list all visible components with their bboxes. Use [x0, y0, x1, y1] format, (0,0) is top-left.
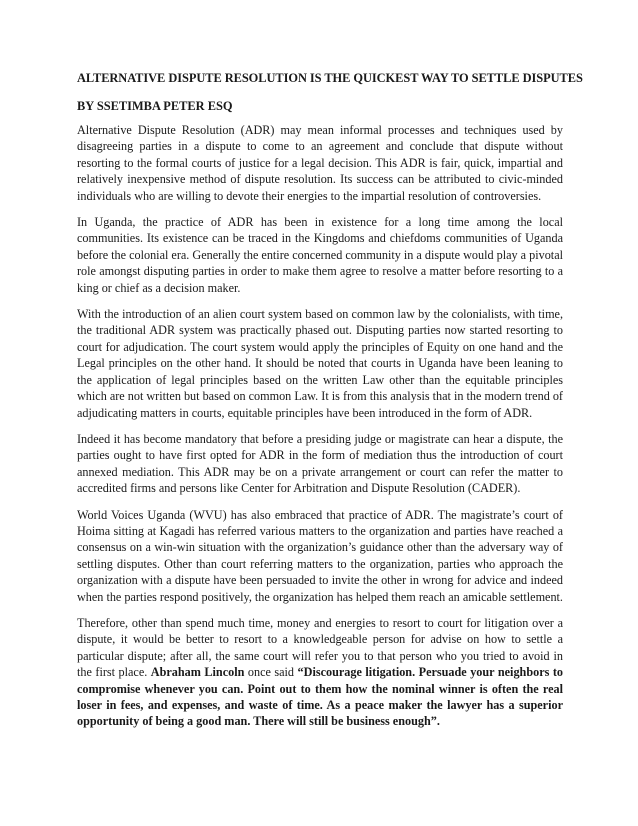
document-page	[77, 70, 583, 740]
quote-intro: once said	[244, 665, 298, 680]
paragraph-court-system: With the introduction of an alien court system based on common law by the colonialists, with time, the traditional ADR system was practically phased out. Disputing parties now started resorting to court for adjudication. The court system would apply the principles of Equity on one hand and the Legal principles on the other hand. It should be noted that courts in Uganda have been leaning to the application of legal principles based on the written Law other than the equitable principles which are not written but based on common Law. It is from this analysis that in the modern trend of adjudicating matters in courts, equitable principles have been introduced in the form of ADR.	[77, 307, 563, 420]
author-byline: BY SSETIMBA PETER ESQ	[77, 99, 233, 113]
conclusion-text: Therefore, other than spend much time, money and energies to resort to court for litigation over a dispute, it would be better to resort to a knowledgeable person for advise on how to settle a particular dispute; after all, the same court will refer you to that person who you tried to avoid in the first place.	[77, 615, 563, 680]
quote-author: Abraham Lincoln	[150, 665, 245, 680]
paragraph-adr-definition: Alternative Dispute Resolution (ADR) may mean informal processes and techniques used by disagreeing parties in a dispute to come to an agreement and conclude that dispute without resorting to the formal courts of justice for a legal decision. This ADR is fair, quick, impartial and relatively inexpensive method of dispute resolution. Its success can be attributed to civic-minded individuals who are willing to devote their energies to the impartial resolution of controversies.	[77, 123, 563, 203]
lincoln-quote: “Discourage litigation. Persuade your neighbors to compromise whenever you can. Point out to them how the nominal winner is often the real loser in fees, and expenses, and waste of time. As a peace maker the lawyer has a superior opportunity of being a good man. There will still be business enough”.	[77, 665, 564, 729]
paragraph-conclusion	[77, 615, 563, 730]
paragraph-adr-uganda-history: In Uganda, the practice of ADR has been in existence for a long time among the local communities. Its existence can be traced in the Kingdoms and chiefdoms communities of Uganda before the colonial era. Generally the entire concerned community in a dispute would play a pivotal role amongst disputing parties in order to make them agree to resolve a matter before resorting to a king or chief as a decision maker.	[77, 215, 563, 295]
paragraph-wvu-practice: World Voices Uganda (WVU) has also embraced that practice of ADR. The magistrate’s court of Hoima sitting at Kagadi has referred various matters to the organization and parties have reached a consensus on a win-win situation with the organization’s guidance other than the adversary way of settling disputes. Other than court referring matters to the organization, parties who approach the organization with a dispute have been persuaded to invite the other in wrong for advice and indeed when the parties respond positively, the organization has helped them reach an amicable settlement.	[77, 507, 563, 604]
paragraph-court-annexed-mediation: Indeed it has become mandatory that before a presiding judge or magistrate can hear a dispute, the parties ought to have first opted for ADR in the form of mediation thus the introduction of court annexed mediation. This ADR may be on a private arrangement or court can refer the matter to accredited firms and persons like Center for Arbitration and Dispute Resolution (CADER).	[77, 431, 563, 496]
document-title: ALTERNATIVE DISPUTE RESOLUTION IS THE QUICKEST WAY TO SETTLE DISPUTES	[77, 71, 583, 85]
